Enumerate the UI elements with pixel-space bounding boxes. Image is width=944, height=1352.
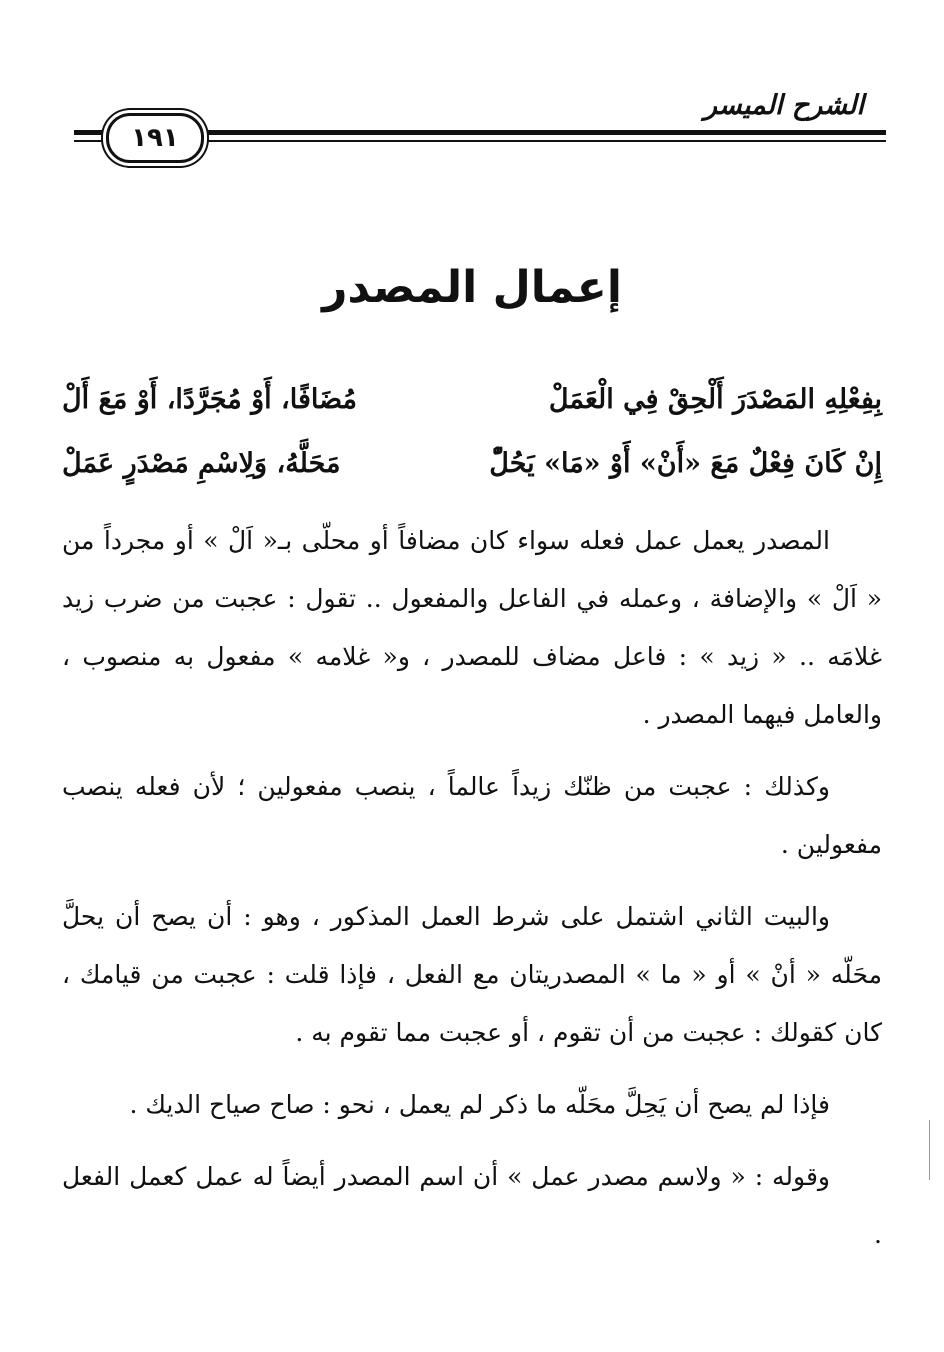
verse-1-first-hemistich: بِفِعْلِهِ المَصْدَرَ أَلْحِقْ فِي الْعَمَلْ bbox=[548, 384, 882, 415]
header-rule-thick bbox=[190, 130, 886, 135]
page-number: ١٩١ bbox=[131, 123, 179, 153]
verse-2-second-hemistich: مَحَلَّهُ، وَلِاسْمِ مَصْدَرٍ عَمَلْ bbox=[62, 448, 341, 479]
verse-line-2 bbox=[62, 448, 882, 488]
page-number-frame bbox=[106, 113, 204, 163]
paragraph-two-objects: وكذلك : عجبت من ظنّك زيداً عالماً ، ينصب مفعولين ؛ لأن فعله ينصب مفعولين . bbox=[62, 772, 882, 859]
chapter-title: إعمال المصدر bbox=[322, 262, 622, 313]
header-rule-thin bbox=[190, 140, 886, 142]
paragraph-not-working: فإذا لم يصح أن يَحِلَّ محَلّه ما ذكر لم يعمل ، نحو : صاح صياح الديك . bbox=[129, 1090, 830, 1119]
margin-mark bbox=[929, 1120, 930, 1180]
paragraph-second-verse: والبيت الثاني اشتمل على شرط العمل المذكور ، وهو : أن يصح أن يحلَّ محَلّه « أنْ » أو « ما » المصدريتان مع الفعل ، فإذا قلت : عجبت من قيامك ، كان كقولك : عجبت من أن تقوم ، أو عجبت مما تقوم به . bbox=[62, 902, 882, 1047]
verse-1-second-hemistich: مُضَافًا، أَوْ مُجَرَّدًا، أَوْ مَعَ أَلْ bbox=[62, 384, 358, 415]
paragraph-ism-masdar: وقوله : « ولاسم مصدر عمل » أن اسم المصدر أيضاً له عمل كعمل الفعل . bbox=[62, 1162, 882, 1249]
verse-line-1 bbox=[62, 384, 882, 424]
running-title: الشرح الميسر bbox=[703, 90, 864, 121]
page-header bbox=[0, 0, 944, 170]
verse-2-first-hemistich: إِنْ كَانَ فِعْلٌ مَعَ «أَنْ» أَوْ «مَا» يَحُلّْ bbox=[489, 448, 882, 479]
paragraph-masdar-works: المصدر يعمل عمل فعله سواء كان مضافاً أو محلّى بـ« اَلْ » أو مجرداً من « اَلْ » والإضافة ، وعمله في الفاعل والمفعول .. تقول : عجبت من ضرب زيد غلامَه .. « زيد » : فاعل مضاف للمصدر ، و« غلامه » مفعول به منصوب ، والعامل فيهما المصدر . bbox=[62, 526, 882, 729]
commentary-body bbox=[62, 512, 882, 1278]
